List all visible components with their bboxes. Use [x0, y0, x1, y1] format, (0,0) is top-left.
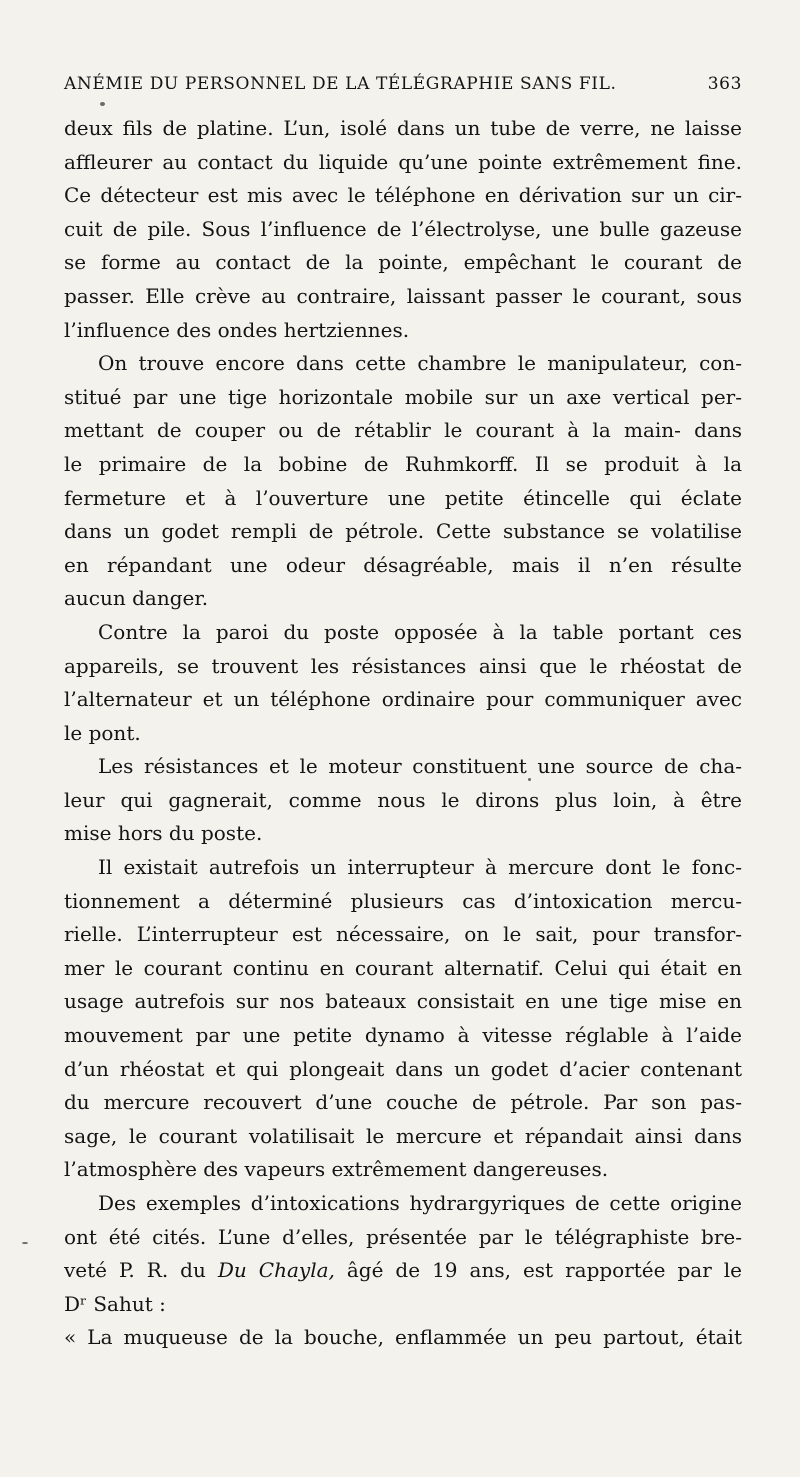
text-line: usage autrefois sur nos bateaux consistait en une tige mise en [64, 989, 742, 1014]
text-line: Les résistances et le moteur constituent une source de cha- [98, 754, 742, 779]
text-line: Dʳ Sahut : [64, 1291, 166, 1316]
print-speck [22, 1242, 28, 1244]
text-line: sage, le courant volatilisait le mercure et répandait ainsi dans [64, 1123, 742, 1148]
text-line: l’influence des ondes hertziennes. [64, 317, 410, 342]
text-line: cuit de pile. Sous l’influence de l’électrolyse, une bulle gazeuse [64, 216, 742, 241]
text-line: le pont. [64, 720, 141, 745]
text-line: le primaire de la bobine de Ruhmkorff. Il se produit à la [64, 451, 742, 476]
body-text [64, 112, 742, 1355]
text-line: d’un rhéostat et qui plongeait dans un godet d’acier contenant [64, 1056, 742, 1081]
text-line: « La muqueuse de la bouche, enflammée un peu partout, était [64, 1325, 742, 1350]
ship-name: Du Chayla, [217, 1258, 335, 1283]
text-line: Il existait autrefois un interrupteur à mercure dont le fonc- [98, 855, 742, 880]
text-line: rielle. L’interrupteur est nécessaire, on le sait, pour transfor- [64, 922, 742, 947]
text-line: Des exemples d’intoxications hydrargyriques de cette origine [98, 1191, 742, 1215]
text-line: stitué par une tige horizontale mobile sur un axe vertical per- [64, 384, 742, 409]
running-head [64, 74, 742, 104]
print-speck [528, 778, 531, 781]
text-line: deux fils de platine. L’un, isolé dans un tube de verre, ne laisse [64, 116, 742, 140]
page-number: 363 [707, 74, 742, 94]
text-segment: veté P. R. du [64, 1258, 206, 1283]
text-segment: âgé de 19 ans, est rapportée par le [346, 1258, 742, 1283]
text-line-mixed [64, 1254, 742, 1288]
text-line: affleurer au contact du liquide qu’une pointe extrêmement fine. [64, 149, 742, 174]
text-line: tionnement a déterminé plusieurs cas d’intoxication mercu- [64, 888, 742, 913]
text-line: fermeture et à l’ouverture une petite étincelle qui éclate [64, 485, 742, 510]
text-line: Contre la paroi du poste opposée à la table portant ces [98, 619, 742, 644]
text-line: aucun danger. [64, 586, 209, 611]
print-speck [100, 102, 105, 106]
text-line: mettant de couper ou de rétablir le courant à la main- dans [64, 418, 742, 443]
text-line: passer. Elle crève au contraire, laissant passer le courant, sous [64, 283, 742, 308]
text-line: mouvement par une petite dynamo à vitesse réglable à l’aide [64, 1023, 742, 1048]
text-line: l’alternateur et un téléphone ordinaire pour communiquer avec [64, 687, 742, 712]
text-line: ont été cités. L’une d’elles, présentée par le télégraphiste bre- [64, 1224, 742, 1249]
text-line: mise hors du poste. [64, 821, 263, 846]
text-line: se forme au contact de la pointe, empêchant le courant de [64, 250, 742, 275]
running-title: ANÉMIE DU PERSONNEL DE LA TÉLÉGRAPHIE SANS FIL. [64, 74, 617, 94]
text-line: appareils, se trouvent les résistances ainsi que le rhéostat de [64, 653, 742, 678]
text-line: leur qui gagnerait, comme nous le dirons plus loin, à être [64, 787, 742, 812]
text-line: dans un godet rempli de pétrole. Cette substance se volatilise [64, 519, 742, 544]
text-line: l’atmosphère des vapeurs extrêmement dangereuses. [64, 1157, 609, 1182]
text-line: mer le courant continu en courant alternatif. Celui qui était en [64, 955, 742, 980]
text-line: Ce détecteur est mis avec le téléphone en dérivation sur un cir- [64, 183, 742, 208]
text-line: On trouve encore dans cette chambre le manipulateur, con- [98, 351, 742, 376]
text-line: du mercure recouvert d’une couche de pétrole. Par son pas- [64, 1090, 742, 1115]
text-line: en répandant une odeur désagréable, mais il n’en résulte [64, 552, 742, 577]
